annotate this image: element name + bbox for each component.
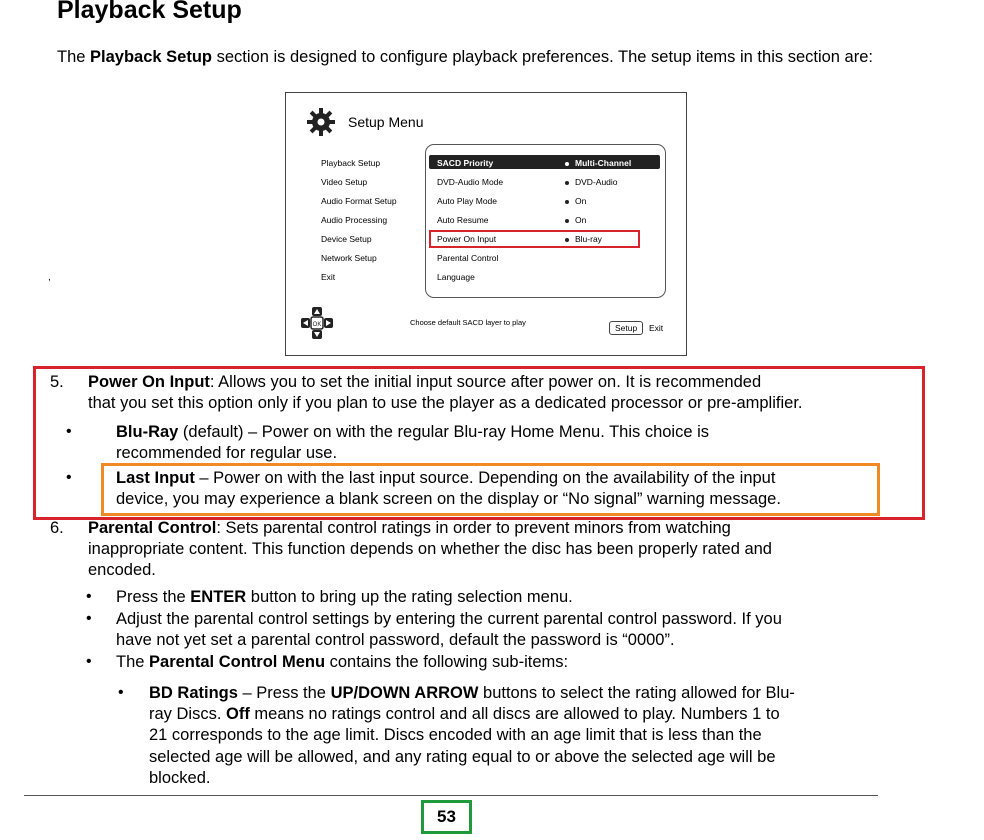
option-dot <box>565 200 569 204</box>
item6-sub1-line5: blocked. <box>149 769 211 787</box>
nav-item-network-setup: Network Setup <box>321 253 377 263</box>
exit-label: Exit <box>649 323 664 333</box>
intro-paragraph <box>57 48 873 67</box>
menu-row-dvd-audio-mode: DVD-Audio Mode <box>437 177 504 187</box>
item6-sub1-line1 <box>149 682 795 704</box>
item6-s1-l2-pre: ray Discs. <box>149 705 227 723</box>
menu-row-auto-play-mode: Auto Play Mode <box>437 196 498 206</box>
menu-title: Setup Menu <box>348 114 424 130</box>
item6-b1-bold: ENTER <box>190 588 247 606</box>
bullet-icon: • <box>66 469 72 486</box>
setup-menu-screenshot <box>285 92 687 356</box>
gear-icon <box>306 107 336 137</box>
item6-bullet1 <box>116 586 573 608</box>
menu-value-dvd-audio-mode: DVD-Audio <box>575 177 618 187</box>
item5-bullet2-line2: device, you may experience a blank screen on the display or “No signal” warning message. <box>116 490 781 508</box>
item6-line1 <box>88 517 731 539</box>
power-on-input-highlight <box>429 230 640 248</box>
item5-bold: Power On Input <box>88 373 210 391</box>
item6-sub1-line2 <box>149 703 780 725</box>
dpad-icon <box>300 306 334 340</box>
item6-text1: : Sets parental control ratings in order to prevent minors from watching <box>216 519 731 537</box>
intro-post: section is designed to configure playback preferences. The setup items in this section are: <box>212 48 873 66</box>
menu-value-sacd-priority: Multi-Channel <box>575 158 632 168</box>
item5-bullet2-line1 <box>116 467 775 489</box>
menu-row-language: Language <box>437 272 475 282</box>
item6-line2: inappropriate content. This function depends on whether the disc has been properly rated and <box>88 540 772 558</box>
nav-item-audio-format-setup: Audio Format Setup <box>321 196 397 206</box>
setup-button: Setup <box>609 321 643 335</box>
nav-item-device-setup: Device Setup <box>321 234 372 244</box>
option-dot <box>565 219 569 223</box>
item6-number: 6. <box>50 519 64 537</box>
item5-text1: : Allows you to set the initial input source after power on. It is recommended <box>209 373 762 391</box>
page-title: Playback Setup <box>57 0 242 24</box>
item6-b1-post: button to bring up the rating selection menu. <box>246 588 573 606</box>
menu-row-parental-control: Parental Control <box>437 253 499 263</box>
item5-bullet1-line1 <box>116 421 709 443</box>
item5-line1 <box>88 371 761 393</box>
item5-b1-bold: Blu-Ray <box>116 423 179 441</box>
item6-sub1-line4: selected age will be allowed, and any rating equal to or above the selected age will be <box>149 748 776 766</box>
stray-mark: , <box>48 272 51 283</box>
menu-row-auto-resume: Auto Resume <box>437 215 489 225</box>
item6-b3-bold: Parental Control Menu <box>149 653 326 671</box>
nav-item-exit: Exit <box>321 272 336 282</box>
item6-bullet3 <box>116 651 568 673</box>
nav-item-playback-setup: Playback Setup <box>321 158 381 168</box>
menu-row-power-on-input: Power On Input <box>437 234 497 244</box>
item6-line3: encoded. <box>88 561 156 579</box>
item6-s1-mid1: – Press the <box>237 684 331 702</box>
option-dot <box>565 181 569 185</box>
item5-number: 5. <box>50 373 64 391</box>
page-number: 53 <box>421 800 472 834</box>
bullet-icon: • <box>86 588 92 605</box>
option-dot <box>565 162 569 166</box>
item5-b2-bold: Last Input <box>116 469 195 487</box>
item6-b1-pre: Press the <box>116 588 191 606</box>
item6-s1-mid2: buttons to select the rating allowed for Blu- <box>478 684 795 702</box>
menu-value-auto-resume: On <box>575 215 587 225</box>
item6-bullet2-line1: Adjust the parental control settings by entering the current parental control password. If you <box>116 610 782 628</box>
bullet-icon: • <box>66 423 72 440</box>
item6-s1-l2-bold: Off <box>226 705 250 723</box>
footer-rule <box>24 795 878 796</box>
ok-label: OK <box>312 322 322 328</box>
item6-b3-post: contains the following sub-items: <box>325 653 569 671</box>
item6-sub1-line3: 21 corresponds to the age limit. Discs encoded with an age limit that is less than the <box>149 726 762 744</box>
item6-s1-l2-post: means no ratings control and all discs are allowed to play. Numbers 1 to <box>249 705 780 723</box>
bullet-icon: • <box>118 684 124 701</box>
item5-b2-text: – Power on with the last input source. Depending on the availability of the input <box>194 469 776 487</box>
bullet-icon: • <box>86 653 92 670</box>
item6-bold: Parental Control <box>88 519 217 537</box>
intro-pre: The <box>57 48 91 66</box>
menu-value-power-on-input: Blu-ray <box>575 234 602 244</box>
nav-item-audio-processing: Audio Processing <box>321 215 388 225</box>
menu-row-sacd-priority: SACD Priority <box>437 158 494 168</box>
menu-value-auto-play-mode: On <box>575 196 587 206</box>
item6-s1-bold: BD Ratings <box>149 684 238 702</box>
item6-b3-pre: The <box>116 653 150 671</box>
item6-bullet2-line2: have not yet set a parental control password, default the password is “0000”. <box>116 631 675 649</box>
bullet-icon: • <box>86 610 92 627</box>
item6-s1-bold2: UP/DOWN ARROW <box>330 684 479 702</box>
nav-item-video-setup: Video Setup <box>321 177 368 187</box>
item5-line2: that you set this option only if you plan to use the player as a dedicated processor or pre-amplifier. <box>88 394 803 412</box>
item5-b1-text: (default) – Power on with the regular Blu-ray Home Menu. This choice is <box>178 423 710 441</box>
menu-hint: Choose default SACD layer to play <box>410 318 526 327</box>
item5-bullet1-line2: recommended for regular use. <box>116 444 338 462</box>
intro-bold: Playback Setup <box>90 48 213 66</box>
